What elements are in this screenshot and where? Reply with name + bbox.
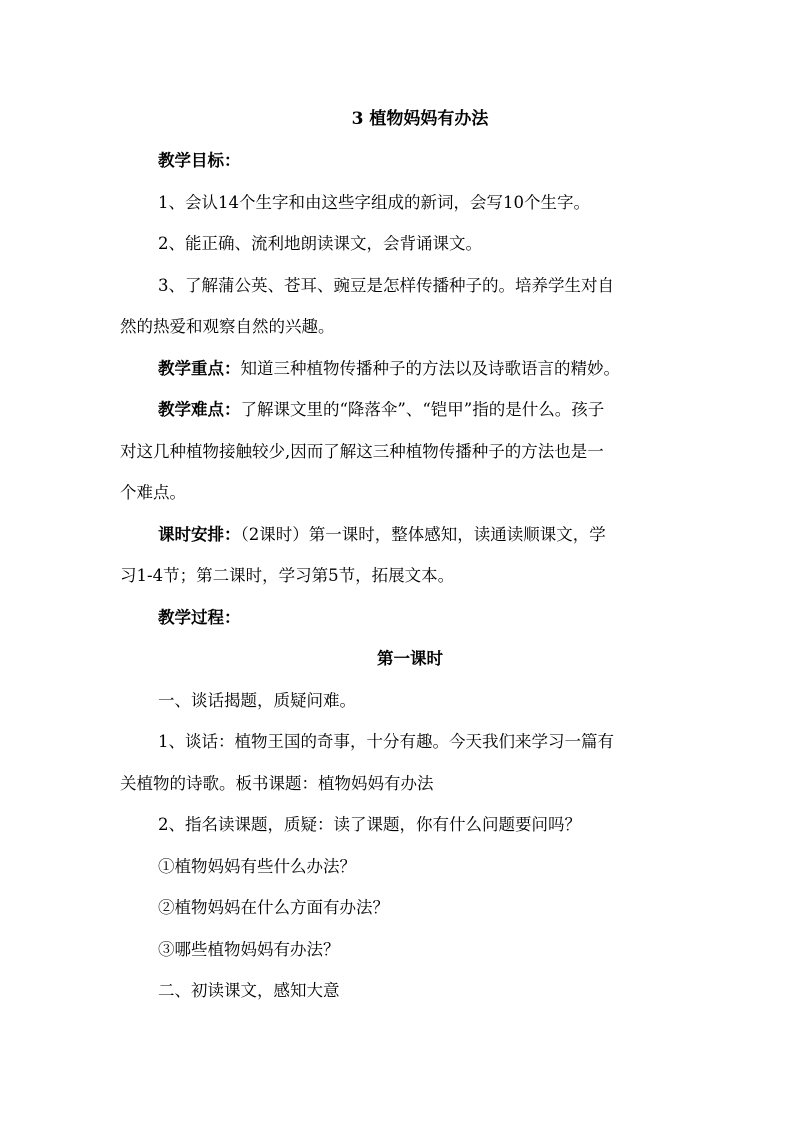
process-label: 教学过程：	[158, 607, 241, 627]
diff-line-1: 了解课文里的“降落伞”、“铠甲”指的是什么。孩子	[240, 400, 605, 419]
document-title: 3 植物妈妈有办法	[351, 109, 489, 129]
diff-line-3: 个难点。	[120, 483, 186, 502]
schedule-label: 课时安排：	[158, 524, 241, 544]
section-1-step-1-cont	[120, 763, 680, 805]
section-1-step-2: 2、指名读课题，质疑：读了课题，你有什么问题要问吗？	[158, 815, 581, 834]
section-2: 二、初读课文，感知大意	[158, 981, 340, 1000]
difficulties-cont-1	[120, 431, 680, 473]
lesson-1-heading: 第一课时	[377, 649, 443, 668]
question-1: ①植物妈妈有些什么办法？	[158, 856, 356, 876]
goal-1: 1、会认14个生字和由这些字组成的新词，会写10个生字。	[158, 192, 590, 212]
goals-label: 教学目标：	[158, 151, 241, 170]
diff-line-2: 对这几种植物接触较少,因而了解这三种植物传播种子的方法也是一	[120, 441, 604, 461]
goals-heading	[120, 140, 680, 182]
schedule	[120, 514, 680, 556]
process-heading	[120, 597, 680, 639]
question-2: ②植物妈妈在什么方面有办法？	[158, 898, 389, 917]
goal-3-line-1: 3、了解蒲公英、苍耳、豌豆是怎样传播种子的。培养学生对自	[158, 275, 614, 295]
goal-2: 2、能正确、流利地朗读课文，会背诵课文。	[158, 234, 482, 253]
key-label: 教学重点：	[158, 358, 241, 378]
difficulties	[120, 389, 680, 431]
section-1-step-1	[120, 721, 680, 763]
section-1: 一、谈话揭题，质疑问难。	[158, 690, 356, 710]
goal-3-cont	[120, 306, 680, 348]
diff-label: 教学难点：	[158, 400, 241, 419]
difficulties-cont-2	[120, 472, 680, 514]
step-1-line-2: 关植物的诗歌。板书课题：植物妈妈有办法	[120, 773, 434, 793]
goal-3-line-2: 然的热爱和观察自然的兴趣。	[120, 317, 335, 336]
step-1-line-1: 1、谈话：植物王国的奇事，十分有趣。今天我们来学习一篇有	[158, 732, 614, 751]
schedule-line-2: 习1-4节；第二课时，学习第5节，拓展文本。	[120, 566, 455, 585]
key-points	[120, 348, 680, 390]
schedule-line-1: （2课时）第一课时，整体感知，读通读顺课文，学	[240, 524, 606, 544]
schedule-cont	[120, 555, 680, 597]
question-3: ③哪些植物妈妈有办法？	[158, 939, 340, 959]
goal-3	[120, 265, 680, 307]
document-page	[120, 98, 680, 1012]
key-text: 知道三种植物传播种子的方法以及诗歌语言的精妙。	[240, 358, 620, 378]
